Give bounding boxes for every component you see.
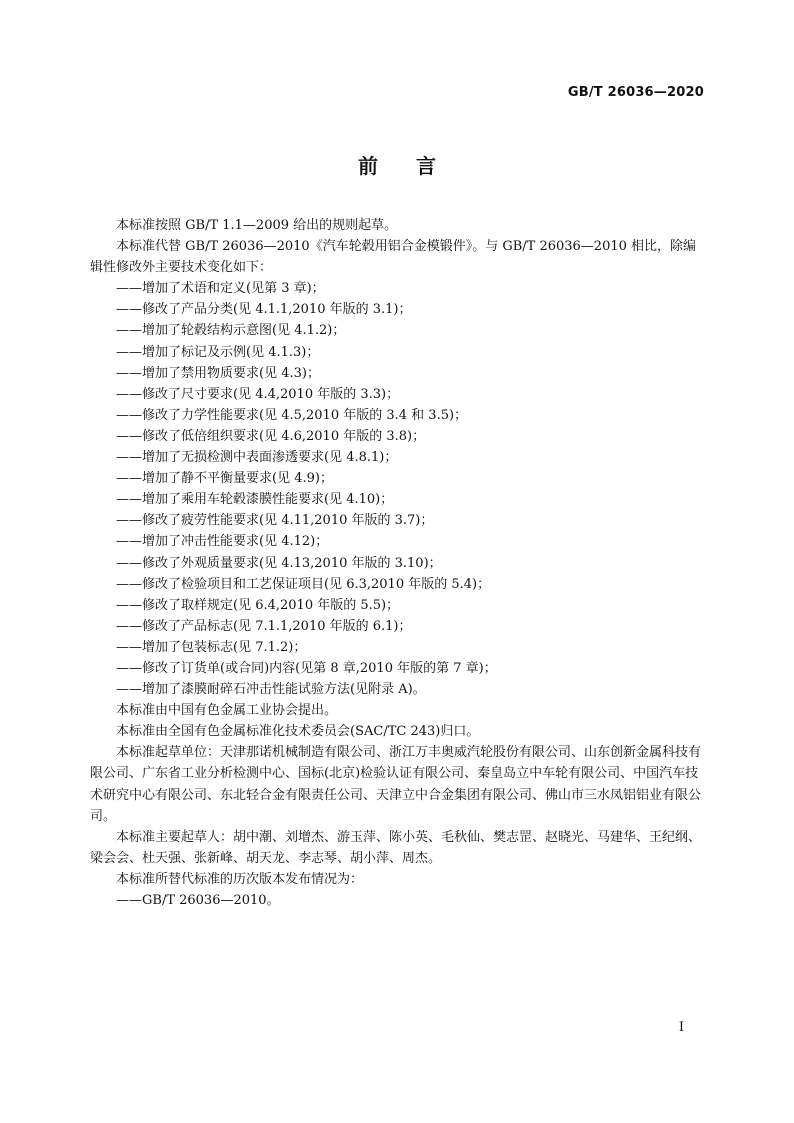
standard-code: GB/T 26036—2020 xyxy=(567,85,704,100)
list-item: ——修改了力学性能要求(见 4.5,2010 年版的 3.4 和 3.5)； xyxy=(116,407,468,423)
page-number: I xyxy=(678,1020,684,1035)
list-item: ——修改了疲劳性能要求(见 4.11,2010 年版的 3.7)； xyxy=(116,513,434,529)
foreword-body xyxy=(90,215,705,911)
list-item: ——修改了产品分类(见 4.1.1,2010 年版的 3.1)； xyxy=(116,302,412,318)
paragraph-drafting-rules: 本标准按照 GB/T 1.1—2009 给出的规则起草。 xyxy=(116,218,398,233)
paragraph-version-history: 本标准所替代标准的历次版本发布情况为： xyxy=(116,871,364,887)
list-item: ——增加了包装标志(见 7.1.2)； xyxy=(116,639,307,655)
list-item: ——增加了标记及示例(见 4.1.3)； xyxy=(116,344,320,360)
list-item: ——修改了尺寸要求(见 4.4,2010 年版的 3.3)； xyxy=(116,386,400,402)
list-item: ——增加了术语和定义(见第 3 章)； xyxy=(116,281,325,297)
list-item: ——增加了无损检测中表面渗透要求(见 4.8.1)； xyxy=(116,450,398,466)
list-item: ——增加了禁用物质要求(见 4.3)； xyxy=(116,365,320,381)
list-item: ——修改了产品标志(见 7.1.1,2010 年版的 6.1)； xyxy=(116,618,412,634)
list-item: ——修改了订货单(或合同)内容(见第 8 章,2010 年版的第 7 章)； xyxy=(116,660,497,676)
list-item: ——增加了轮毂结构示意图(见 4.1.2)； xyxy=(116,323,346,339)
paragraph-drafting-units: 本标准起草单位：天津那诺机械制造有限公司、浙江万丰奥威汽轮股份有限公司、山东创新金属科技有限公司、广东省工业分析检测中心、国标(北京)检验认证有限公司、秦皇岛立中车轮有限公司、中国汽车技术研究中心有限公司、东北轻合金有限责任公司、天津立中合金集团有限公司、佛山市三水凤铝铝业有限公司。 xyxy=(90,745,702,824)
list-item: ——增加了静不平衡量要求(见 4.9)； xyxy=(116,471,333,487)
paragraph-proposer: 本标准由中国有色金属工业协会提出。 xyxy=(116,703,338,719)
list-item: ——修改了低倍组织要求(见 4.6,2010 年版的 3.8)； xyxy=(116,428,426,444)
list-item: ——增加了乘用车轮毂漆膜性能要求(见 4.10)； xyxy=(116,492,394,508)
list-item: ——修改了取样规定(见 6.4,2010 年版的 5.5)； xyxy=(116,597,400,613)
page-title: 前言 xyxy=(358,154,474,178)
change-list xyxy=(90,278,705,700)
paragraph-replacement: 本标准代替 GB/T 26036—2010《汽车轮毂用铝合金模锻件》。与 GB/T 26036—2010 相比，除编辑性修改外主要技术变化如下： xyxy=(90,239,697,276)
paragraph-drafters: 本标准主要起草人：胡中潮、刘增杰、游玉萍、陈小英、毛秋仙、樊志罡、赵晓光、马建华、王纪纲、梁会会、杜天强、张新峰、胡天龙、李志琴、胡小萍、周杰。 xyxy=(90,829,702,866)
list-item: ——增加了漆膜耐碎石冲击性能试验方法(见附录 A)。 xyxy=(116,682,426,698)
version-list xyxy=(90,890,705,911)
list-item: ——GB/T 26036—2010。 xyxy=(116,893,280,908)
list-item: ——修改了外观质量要求(见 4.13,2010 年版的 3.10)； xyxy=(116,555,442,571)
list-item: ——增加了冲击性能要求(见 4.12)； xyxy=(116,534,329,550)
paragraph-committee: 本标准由全国有色金属标准化技术委员会(SAC/TC 243)归口。 xyxy=(116,724,480,740)
list-item: ——修改了检验项目和工艺保证项目(见 6.3,2010 年版的 5.4)； xyxy=(116,576,491,592)
